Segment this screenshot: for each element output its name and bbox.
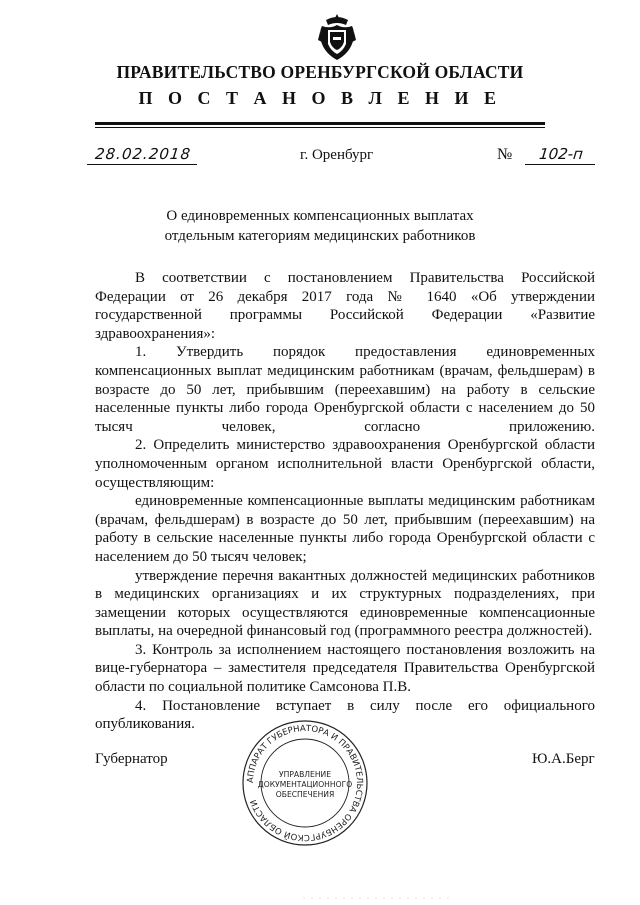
- document-type: П О С Т А Н О В Л Е Н И Е: [138, 88, 502, 108]
- document-date: 28.02.2018: [87, 145, 199, 165]
- meta-row: [0, 145, 640, 175]
- signature-position: Губернатор: [95, 751, 168, 767]
- signature-name: Ю.А.Берг: [532, 751, 595, 767]
- organization-title: ПРАВИТЕЛЬСТВО ОРЕНБУРГСКОЙ ОБЛАСТИ: [116, 62, 524, 82]
- scan-artifact: [300, 896, 450, 900]
- stamp-inner-line: ДОКУМЕНТАЦИОННОГО: [257, 780, 353, 789]
- number-label: №: [497, 146, 513, 163]
- body-paragraph: утверждение перечня вакантных должностей медицинских работников в медицинских организациях и их структурных подразделениях, при замещении которых осуществляются единовременные компенсационные выплаты, на очередной финансовый год (программного реестра должностей).: [95, 567, 595, 640]
- official-stamp: [240, 718, 370, 848]
- document-body: [95, 269, 595, 734]
- stamp-inner-line: УПРАВЛЕНИЕ: [278, 770, 332, 779]
- body-paragraph: 2. Определить министерство здравоохранения Оренбургской области уполномоченным органом исполнительной власти Оренбургской области, осуществляющим:: [95, 437, 595, 491]
- coat-of-arms-icon: [316, 12, 358, 64]
- stamp-outer-text: АППАРАТ ГУБЕРНАТОРА И ПРАВИТЕЛЬСТВА ОРЕНБУРГСКОЙ ОБЛАСТИ: [245, 723, 365, 843]
- body-paragraph: 1. Утвердить порядок предоставления единовременных компенсационных выплат медицинским работникам (врачам, фельдшерам) в возрасте до 50 лет, прибывшим (переехавшим) на работу в сельские населенные пункты либо города Оренбургской области с населением до 50 тысяч человек, согласно приложению.: [95, 344, 595, 435]
- document-city: г. Оренбург: [300, 147, 374, 163]
- document-number: 102-п: [525, 145, 597, 165]
- stamp-inner-line: ОБЕСПЕЧЕНИЯ: [275, 790, 335, 799]
- header-rule-thin: [95, 127, 545, 128]
- body-paragraph: 4. Постановление вступает в силу после его официального опубликования.: [95, 697, 595, 733]
- body-paragraph: 3. Контроль за исполнением настоящего постановления возложить на вице-губернатора – заместителя председателя Правительства Оренбургской области по социальной политике Самсонова П.В.: [95, 641, 595, 696]
- header-rule-thick: [95, 122, 545, 125]
- body-paragraph: единовременные компенсационные выплаты медицинским работникам (врачам, фельдшерам) в возрасте до 50 лет, прибывшим (переехавшим) на работу в сельские населенные пункты либо города Оренбургской области с населением до 50 тысяч человек;: [95, 493, 595, 565]
- body-paragraph: В соответствии с постановлением Правительства Российской Федерации от 26 декабря 2017 года № 1640 «Об утверждении государственной программы Российской Федерации «Развитие здравоохранения»:: [95, 270, 595, 342]
- document-subject: [120, 206, 520, 246]
- subject-line: О единовременных компенсационных выплатах: [166, 208, 474, 224]
- subject-line: отдельным категориям медицинских работников: [164, 228, 476, 244]
